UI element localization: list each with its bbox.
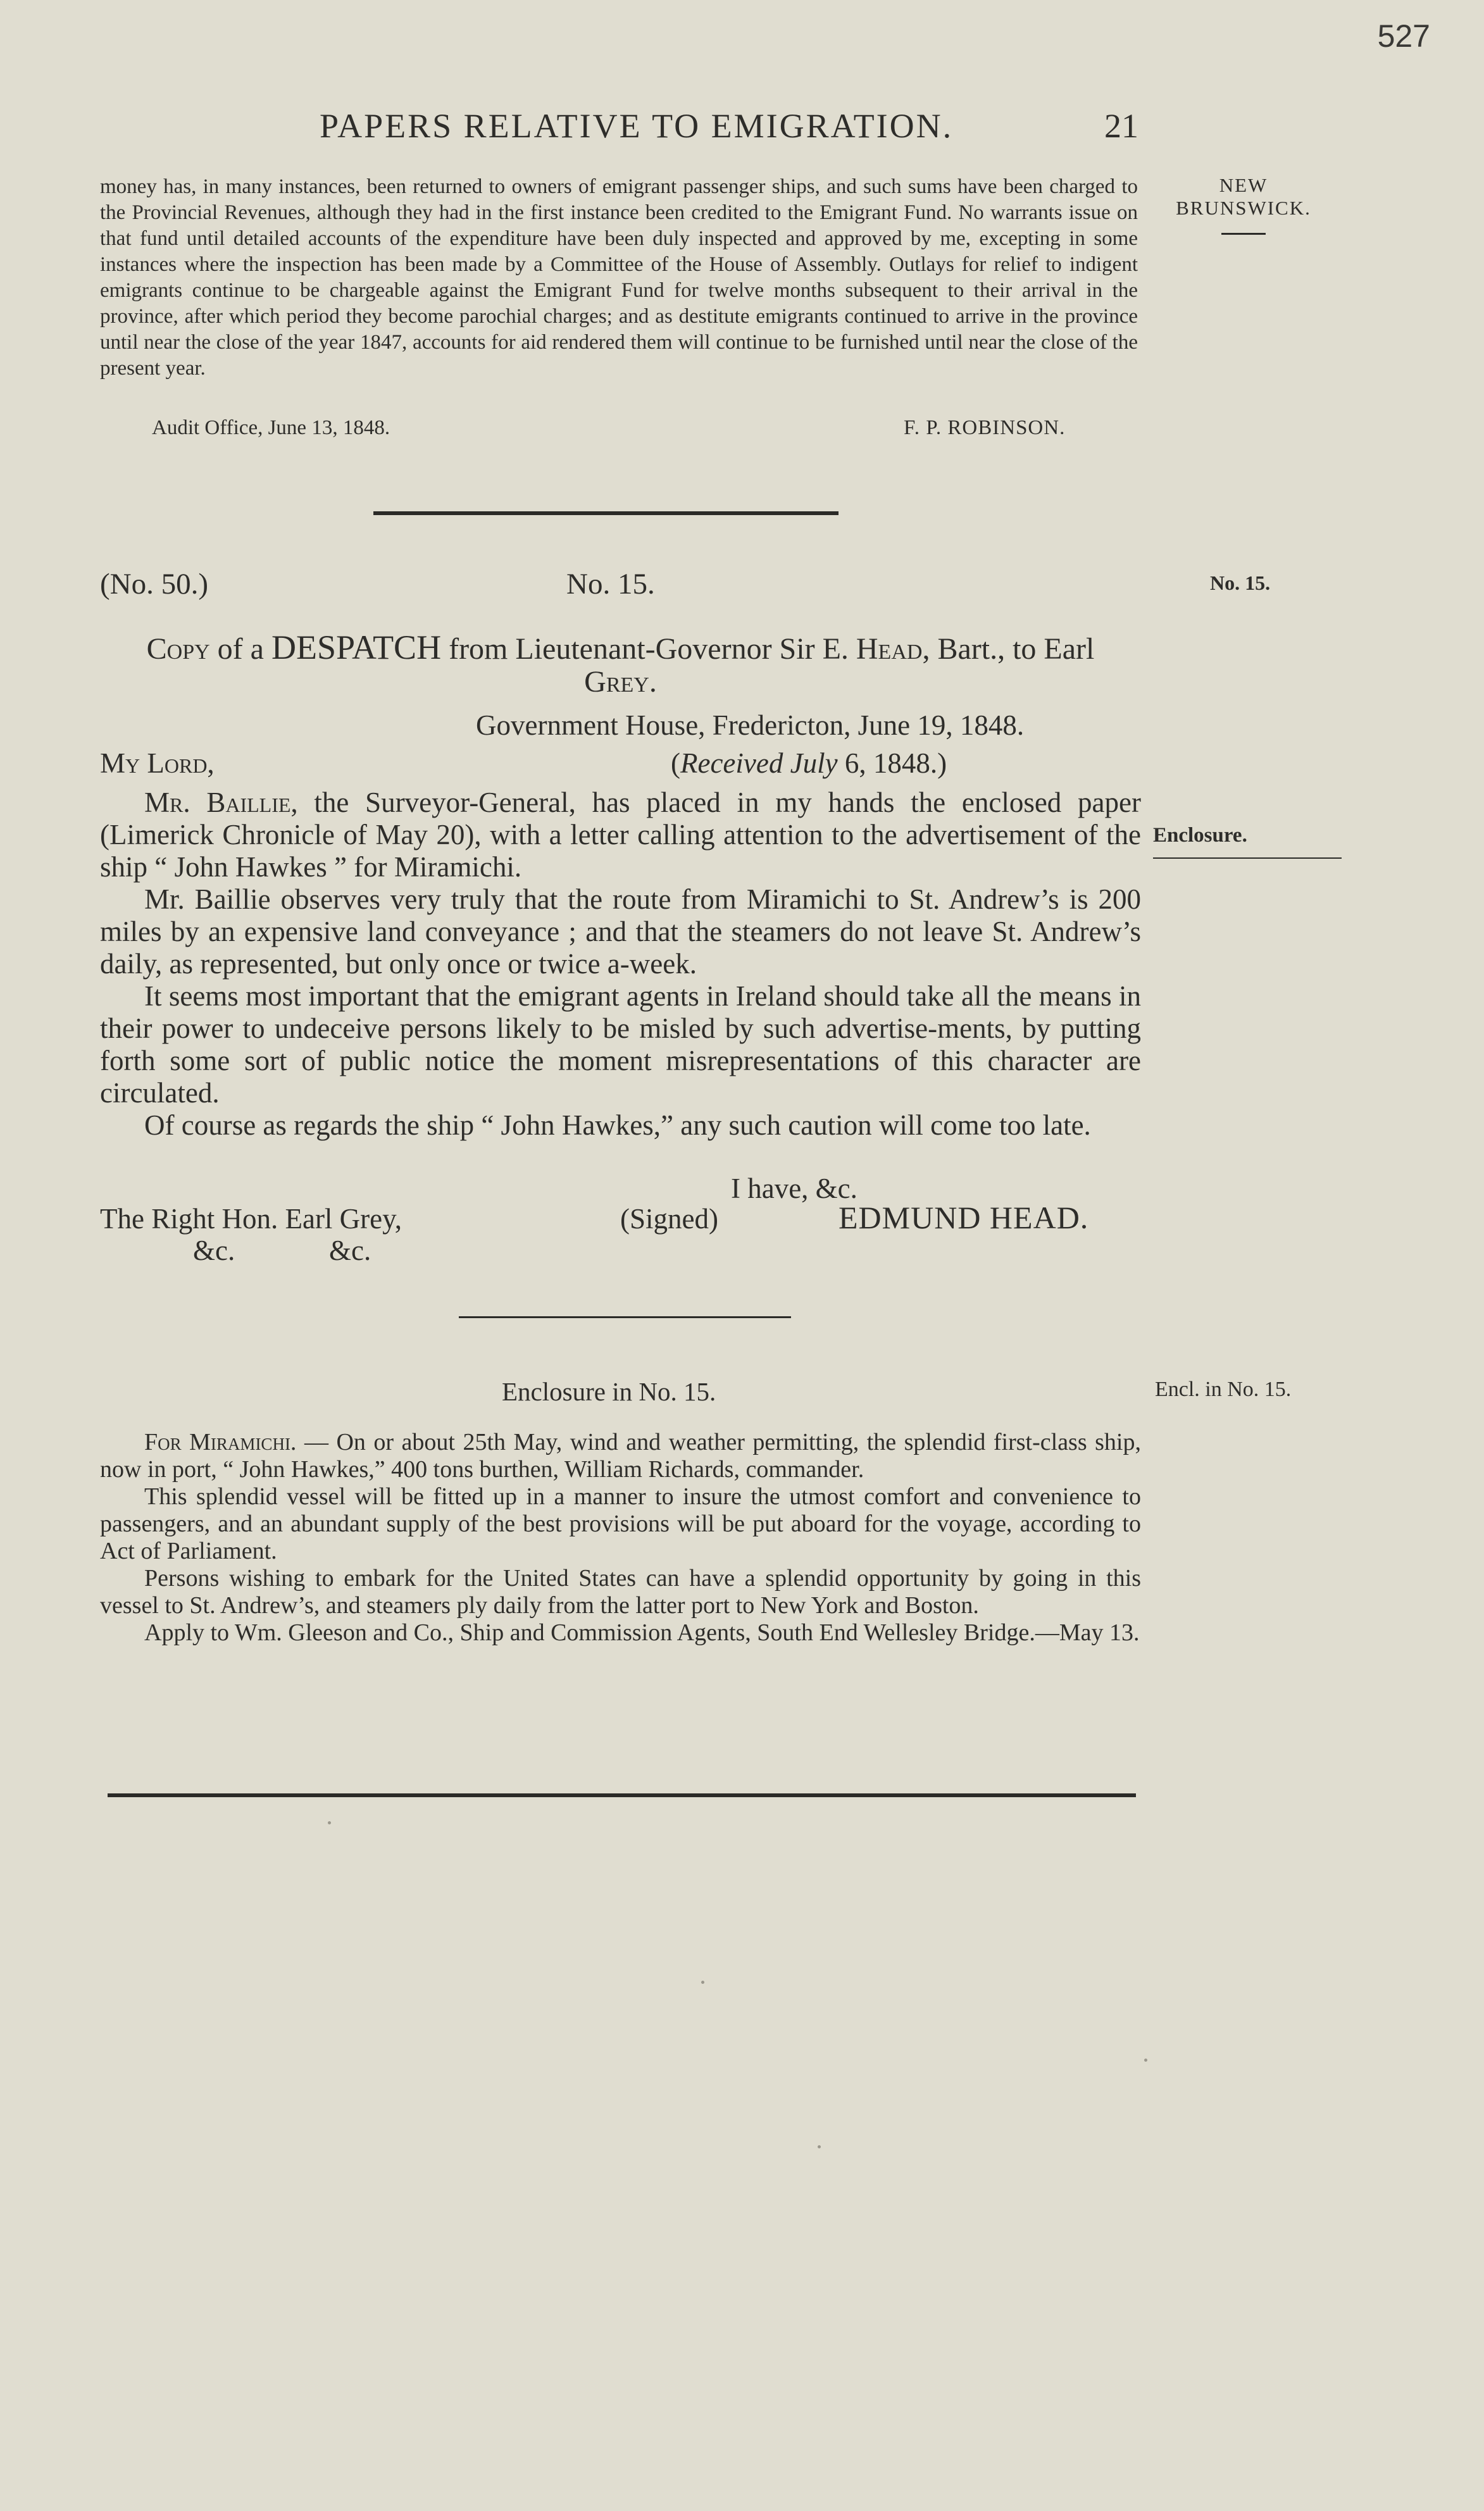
running-title: PAPERS RELATIVE TO EMIGRATION. [320,107,954,145]
salutation: My Lord, [100,747,215,779]
mr-baillie: Mr. Baillie [144,787,291,818]
sidenote-enclosure-rule [1153,857,1342,859]
despatch-paragraph-1 [100,787,1141,883]
heading-of-a: of a [209,632,271,666]
audit-signature: F. P. ROBINSON. [904,416,1066,439]
addressee: The Right Hon. Earl Grey, [100,1203,402,1235]
despatch-number: No. 15. [566,568,655,601]
signed-label: (Signed) [620,1203,718,1235]
heading-bart: , Bart., to Earl [922,632,1095,666]
paper-speck [1144,2059,1147,2062]
enclosure-paragraph-4: Apply to Wm. Gleeson and Co., Ship and Commission Agents, South End Wellesley Bridge.—May 13. [144,1619,1140,1646]
end-rule [108,1793,1136,1797]
enclosure-paragraph-2: This splendid vessel will be fitted up in a manner to insure the utmost comfort and convenience to passengers, and an abundant supply of the best provisions will be put aboard for the voyage, according to Act of Parliament. [100,1483,1141,1564]
paper-speck [818,2145,821,2148]
sidenote-line-1: NEW [1219,174,1268,196]
received-italic: Received July [680,747,838,779]
for-miramichi: For Miramichi. [144,1429,297,1455]
received-rest: 6, 1848.) [837,747,947,779]
despatch-body [100,787,1141,1142]
enclosure-body [100,1429,1141,1647]
enclosure-title: Enclosure in No. 15. [502,1377,716,1406]
enclosure-rule [459,1316,791,1318]
top-paragraph: money has, in many instances, been returned to owners of emigrant passenger ships, and such sums have been charged to the Provincial Revenues, although they had in the first instance been credited to the Emigrant Fund. No warrants issue on that fund until detailed accounts of the expenditure have been duly inspected and approved by me, excepting in some instances where the inspection has been made by a Committee of the House of Assembly. Outlays for relief to indigent emigrants continue to be chargeable against the Emigrant Fund for twelve months subsequent to their arrival in the province, after which period they become parochial charges; and as destitute emigrants continued to arrive in the province until near the close of the year 1847, accounts for aid rendered them will continue to be furnished until near the close of the present year. [100,175,1138,380]
sidenote-new-brunswick [1174,174,1313,220]
signature: EDMUND HEAD. [839,1200,1089,1235]
despatch-paragraph-2: Mr. Baillie observes very truly that the route from Miramichi to St. Andrew’s is 200 miles by an expensive land conveyance ; and that the steamers do not leave St. Andrew’s daily, as represented, but only once or twice a-week. [100,883,1141,980]
etc-2: &c. [329,1235,371,1266]
heading-from: from Lieutenant-Governor Sir E. [441,632,856,666]
despatch-heading [100,628,1141,699]
sidenote-no-15: No. 15. [1210,571,1271,594]
running-page-number: 21 [1104,107,1138,145]
heading-grey: Grey. [584,665,657,699]
heading-head: Head [856,632,923,666]
despatch-place-date: Government House, Fredericton, June 19, 1848. [476,709,1025,741]
closing: I have, &c. [731,1173,857,1204]
etc-1: &c. [193,1235,235,1266]
heading-despatch: DESPATCH [271,628,442,666]
despatch-paragraph-4: Of course as regards the ship “ John Hawkes,” any such caution will come too late. [144,1109,1091,1141]
section-rule [373,511,839,515]
enclosure-paragraph-1-text: — On or about 25th May, wind and weather permitting, the splendid first-class ship, now in port, “ John Hawkes,” 400 tons burthen, William Richards, commander. [100,1429,1141,1483]
audit-place-date: Audit Office, June 13, 1848. [152,416,390,439]
heading-copy: Copy [146,632,210,666]
received-open: ( [671,747,680,779]
despatch-number-paren: (No. 50.) [100,568,208,601]
enclosure-paragraph-3: Persons wishing to embark for the United States can have a splendid opportunity by going in this vessel to St. Andrew’s, and steamers ply daily from the latter port to New York and Boston. [100,1565,1141,1619]
sidenote-rule [1221,233,1266,235]
sidenote-enclosure: Enclosure. [1153,824,1247,847]
page-number: 527 [1377,18,1430,54]
paper-speck [328,1821,331,1824]
enclosure-paragraph-1 [100,1429,1141,1483]
sidenote-line-2: BRUNSWICK. [1176,197,1311,219]
sidenote-encl: Encl. in No. 15. [1155,1378,1292,1401]
despatch-paragraph-3: It seems most important that the emigrant agents in Ireland should take all the means in their power to undeceive persons likely to be misled by such advertise-ments, by putting forth some sort of public notice the moment misrepresentations of this character are circulated. [100,980,1141,1109]
paragraph-1-text: , the Surveyor-General, has placed in my hands the enclosed paper (Limerick Chronicle of May 20), with a letter calling attention to the advertisement of the ship “ John Hawkes ” for Miramichi. [100,787,1141,883]
received-date [671,747,947,780]
paper-speck [701,1981,704,1984]
